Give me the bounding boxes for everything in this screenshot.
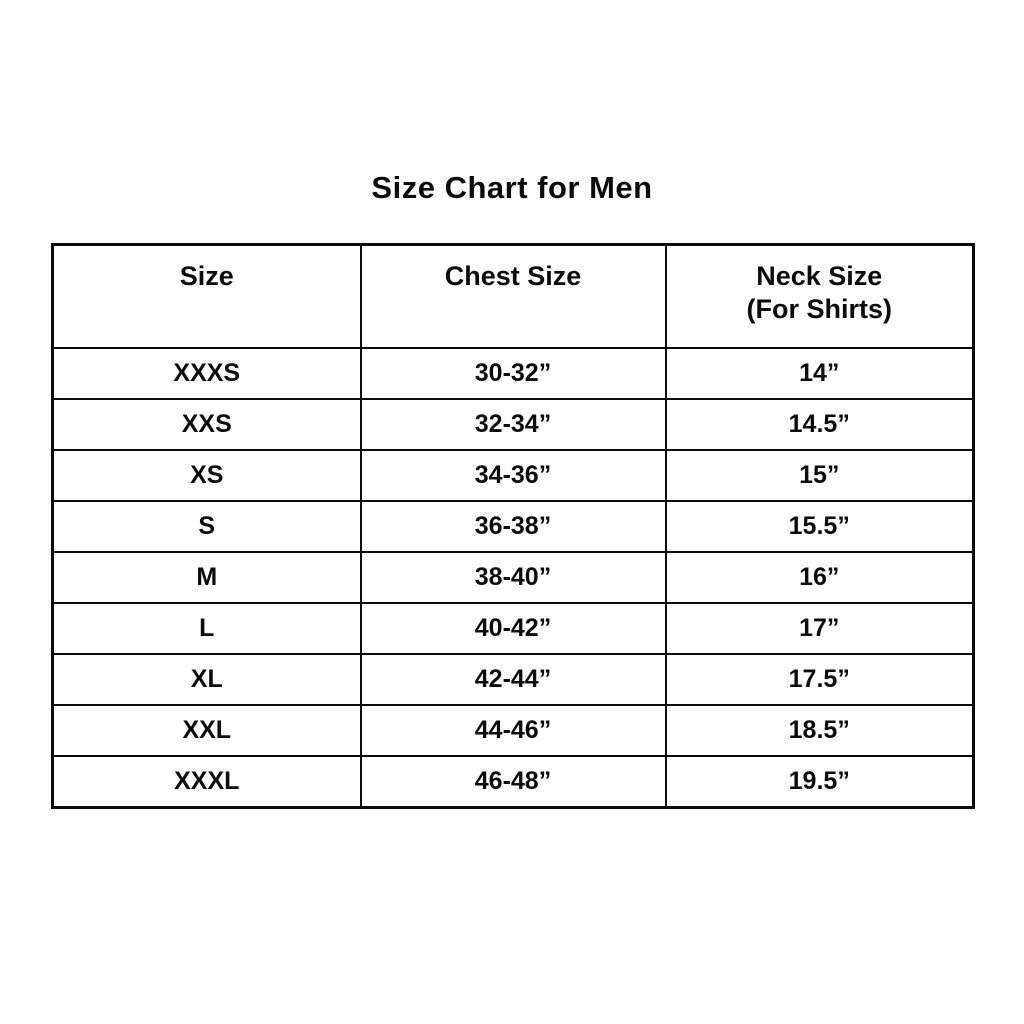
cell-neck: 18.5” [666,705,974,756]
cell-chest: 42-44” [361,654,666,705]
cell-chest: 46-48” [361,756,666,808]
header-neck-size-line1: Neck Size [756,261,883,291]
cell-chest: 40-42” [361,603,666,654]
table-row-l [53,603,974,654]
cell-neck: 16” [666,552,974,603]
header-size: Size [53,245,361,349]
table-row-xl [53,654,974,705]
cell-chest: 36-38” [361,501,666,552]
page-title: Size Chart for Men [371,170,653,205]
table-header-row [53,245,974,349]
cell-size: XXXS [53,348,361,399]
cell-size: XS [53,450,361,501]
table-row-xxs [53,399,974,450]
table-row-xxxs [53,348,974,399]
cell-size: XXXL [53,756,361,808]
cell-size: M [53,552,361,603]
cell-size: L [53,603,361,654]
cell-neck: 15.5” [666,501,974,552]
cell-neck: 14.5” [666,399,974,450]
table-row-s [53,501,974,552]
cell-neck: 19.5” [666,756,974,808]
cell-neck: 15” [666,450,974,501]
header-chest-size: Chest Size [361,245,666,349]
cell-chest: 32-34” [361,399,666,450]
cell-neck: 14” [666,348,974,399]
cell-size: S [53,501,361,552]
cell-chest: 34-36” [361,450,666,501]
cell-chest: 30-32” [361,348,666,399]
cell-chest: 38-40” [361,552,666,603]
header-neck-size [666,245,974,349]
cell-size: XXL [53,705,361,756]
table-row-xxxl [53,756,974,808]
cell-size: XL [53,654,361,705]
table-row-xs [53,450,974,501]
cell-neck: 17.5” [666,654,974,705]
cell-size: XXS [53,399,361,450]
cell-neck: 17” [666,603,974,654]
table-row-m [53,552,974,603]
header-neck-size-line2: (For Shirts) [746,294,892,324]
table-row-xxl [53,705,974,756]
cell-chest: 44-46” [361,705,666,756]
size-chart-table [51,243,975,809]
